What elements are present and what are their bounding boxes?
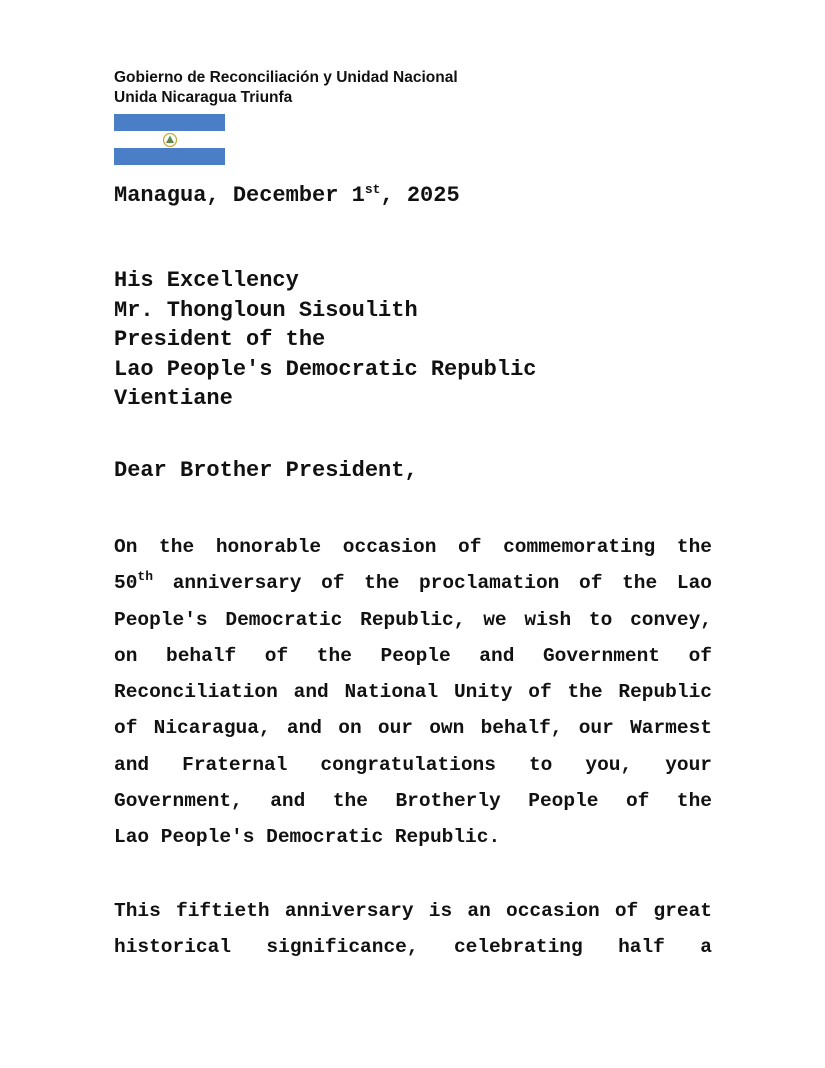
paragraph-line: Reconciliation and National Unity of the Republic (114, 681, 712, 704)
nicaragua-flag-icon (114, 114, 225, 165)
paragraph-line: and Fraternal congratulations to you, your (114, 753, 712, 776)
paragraph-line: On the honorable occasion of commemorating the (114, 536, 712, 558)
paragraph-line: of Nicaragua, and on our own behalf, our Warmest (114, 717, 712, 740)
addressee-line: Lao People's Democratic Republic (114, 356, 537, 382)
paragraph-line: People's Democratic Republic, we wish to convey, (114, 608, 712, 631)
addressee-line: Mr. Thongloun Sisoulith (114, 297, 418, 323)
addressee-line: President of the (114, 327, 326, 352)
salutation: Dear Brother President, (114, 458, 418, 483)
paragraph-line: This fiftieth anniversary is an occasion of great (114, 900, 712, 922)
letterhead-government-name: Gobierno de Reconciliación y Unidad Nacional (114, 69, 458, 86)
body-paragraph-1 (114, 529, 712, 856)
addressee-line: His Excellency (114, 268, 299, 293)
addressee-line: Vientiane (114, 386, 233, 411)
letterhead-motto: Unida Nicaragua Triunfa (114, 89, 293, 106)
paragraph-line: Lao People's Democratic Republic. (114, 826, 501, 849)
paragraph-line: on behalf of the People and Government of (114, 644, 712, 667)
body-paragraph-2 (114, 893, 712, 966)
letter-date: Managua, December 1st, 2025 (114, 182, 460, 208)
coat-of-arms-icon (161, 132, 179, 148)
paragraph-line: 50th anniversary of the proclamation of the Lao (114, 569, 712, 595)
paragraph-line: Government, and the Brotherly People of the (114, 790, 712, 813)
paragraph-line: historical significance, celebrating half a (114, 936, 712, 959)
addressee-block (114, 266, 536, 414)
letterhead (114, 68, 458, 108)
